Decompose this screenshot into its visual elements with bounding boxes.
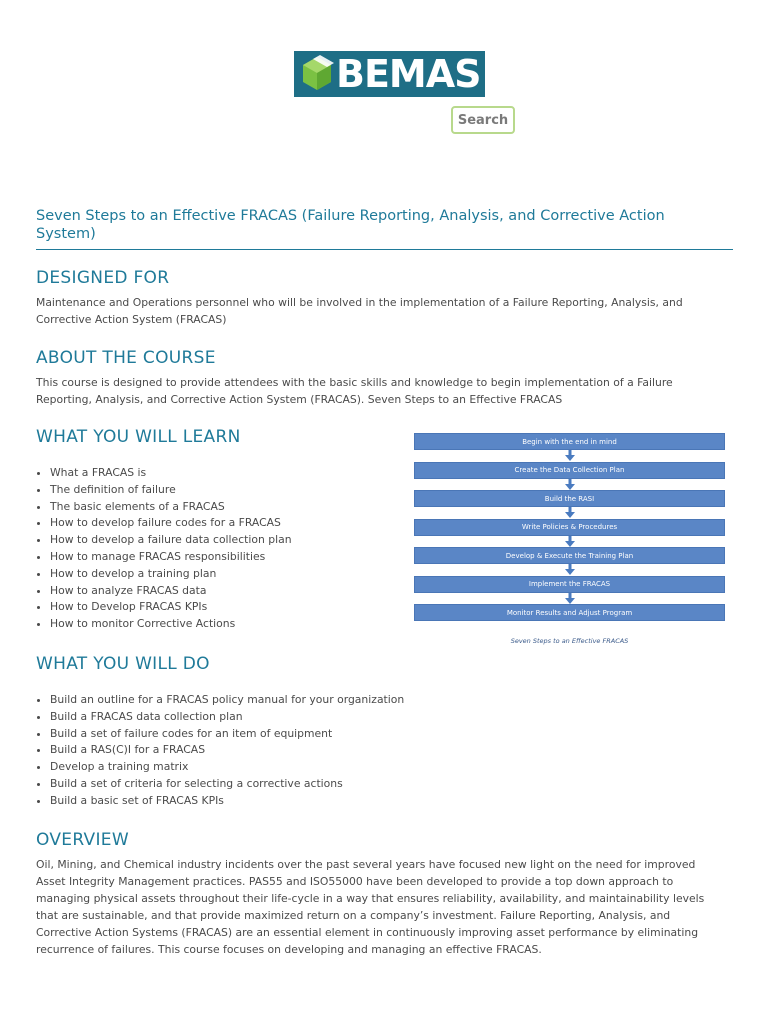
list-item: • How to develop failure codes for a FRACAS [50,515,410,532]
flow-step: Write Policies & Procedures [414,519,725,536]
page-title: Seven Steps to an Effective FRACAS (Failure Reporting, Analysis, and Corrective Action System) [36,208,665,242]
list-item: • Develop a training matrix [50,759,740,776]
list-item: • The basic elements of a FRACAS [50,499,410,516]
learn-list [36,465,410,633]
overview-text: Oil, Mining, and Chemical industry incidents over the past several years have focused new light on the need for improved Asset Integrity Management practices. PAS55 and ISO55000 have been developed to provide a top down approach to managing physical assets throughout their life-cycle in a way that ensures reliability, availability, and maintainability levels that are sustainable, and that provide maximized return on a company’s investment. Failure Reporting, Analysis, and Corrective Action Systems (FRACAS) are an essential element in continuously improving asset performance by eliminating recurrence of failures. This course focuses on developing and managing an effective FRACAS. [36,858,705,956]
fracas-steps-diagram [414,433,725,621]
flow-step: Monitor Results and Adjust Program [414,604,725,621]
do-heading: WHAT YOU WILL DO [36,654,210,674]
do-list [36,692,740,810]
flow-step: Create the Data Collection Plan [414,462,725,479]
list-item: • How to develop a training plan [50,566,410,583]
search-button[interactable]: Search [451,106,515,134]
list-item: • How to Develop FRACAS KPIs [50,599,410,616]
down-arrow-icon [414,564,725,576]
list-item: • How to analyze FRACAS data [50,583,410,600]
overview-heading: OVERVIEW [36,830,129,850]
flow-step: Build the RASI [414,490,725,507]
flow-step: Develop & Execute the Training Plan [414,547,725,564]
flow-step: Begin with the end in mind [414,433,725,450]
diagram-caption: Seven Steps to an Effective FRACAS [510,637,629,645]
logo-text: BEMAS [336,52,481,96]
list-item: • How to monitor Corrective Actions [50,616,410,633]
down-arrow-icon [414,536,725,548]
down-arrow-icon [414,593,725,605]
bemas-logo[interactable] [294,51,485,97]
down-arrow-icon [414,507,725,519]
list-item: • Build a set of failure codes for an item of equipment [50,726,740,743]
list-item: • Build a set of criteria for selecting a corrective actions [50,776,740,793]
designed-for-text: Maintenance and Operations personnel who will be involved in the implementation of a Failure Reporting, Analysis, and Corrective Action System (FRACAS) [36,296,683,326]
flow-step: Implement the FRACAS [414,576,725,593]
learn-heading: WHAT YOU WILL LEARN [36,427,241,447]
list-item: • The definition of failure [50,482,410,499]
list-item: • Build a basic set of FRACAS KPIs [50,793,740,810]
list-item: • Build a RAS(C)I for a FRACAS [50,742,740,759]
hexagon-cube-icon [300,55,334,93]
designed-for-heading: DESIGNED FOR [36,268,170,288]
list-item: • How to manage FRACAS responsibilities [50,549,410,566]
title-divider [36,249,733,250]
about-heading: ABOUT THE COURSE [36,348,216,368]
list-item: • What a FRACAS is [50,465,410,482]
down-arrow-icon [414,450,725,462]
down-arrow-icon [414,479,725,491]
list-item: • Build an outline for a FRACAS policy manual for your organization [50,692,740,709]
list-item: • Build a FRACAS data collection plan [50,709,740,726]
about-text: This course is designed to provide attendees with the basic skills and knowledge to begin implementation of a Failure Reporting, Analysis, and Corrective Action System (FRACAS). Seven Steps to an Effective FRACAS [36,376,673,406]
list-item: • How to develop a failure data collection plan [50,532,410,549]
